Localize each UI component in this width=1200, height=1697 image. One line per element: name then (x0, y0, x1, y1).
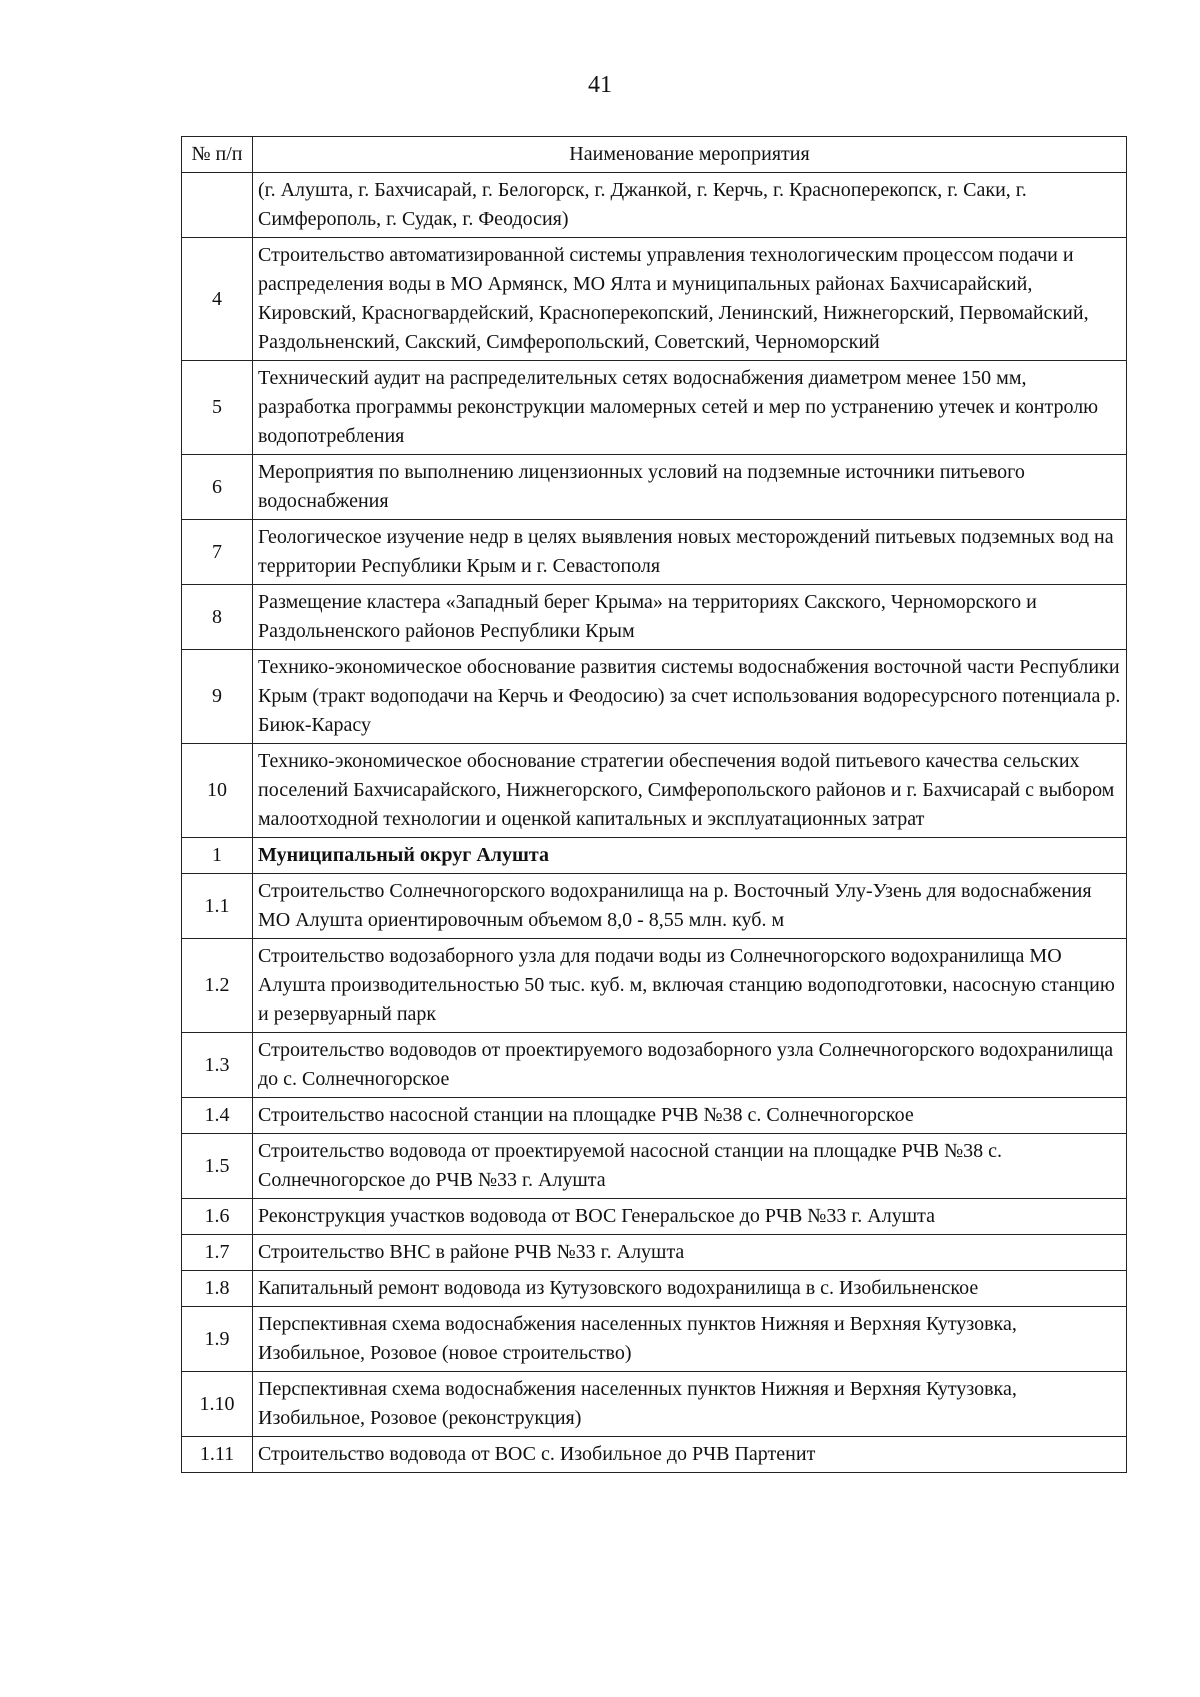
table-row (182, 1134, 1127, 1199)
page-number: 41 (588, 72, 612, 98)
table-row (182, 1199, 1127, 1235)
measures-table (181, 136, 1127, 1473)
row-number: 10 (182, 744, 253, 838)
row-name: Строительство ВНС в районе РЧВ №33 г. Алушта (253, 1235, 1127, 1271)
row-number (182, 173, 253, 238)
row-number: 1.11 (182, 1437, 253, 1473)
table-row (182, 939, 1127, 1033)
table-row (182, 1372, 1127, 1437)
table-row (182, 1235, 1127, 1271)
row-name: Строительство водоводов от проектируемого водозаборного узла Солнечногорского водохранилища до с. Солнечногорское (253, 1033, 1127, 1098)
row-number: 1.8 (182, 1271, 253, 1307)
row-name: Строительство водовода от ВОС с. Изобильное до РЧВ Партенит (253, 1437, 1127, 1473)
row-name: Строительство водозаборного узла для подачи воды из Солнечногорского водохранилища МО Алушта производительностью 50 тыс. куб. м, включая станцию водоподготовки, насосную станцию и резервуарный парк (253, 939, 1127, 1033)
row-number: 1.7 (182, 1235, 253, 1271)
row-name: Строительство Солнечногорского водохранилища на р. Восточный Улу-Узень для водоснабжения МО Алушта ориентировочным объемом 8,0 - 8,55 млн. куб. м (253, 874, 1127, 939)
table-body (182, 173, 1127, 1473)
table-row (182, 585, 1127, 650)
table-row (182, 1307, 1127, 1372)
row-number: 1.9 (182, 1307, 253, 1372)
table-header-row (182, 137, 1127, 173)
row-number: 1 (182, 838, 253, 874)
section-title: Муниципальный округ Алушта (253, 838, 1127, 874)
table-row (182, 173, 1127, 238)
row-number: 1.3 (182, 1033, 253, 1098)
row-name: (г. Алушта, г. Бахчисарай, г. Белогорск, г. Джанкой, г. Керчь, г. Красноперекопск, г. Саки, г. Симферополь, г. Судак, г. Феодосия) (253, 173, 1127, 238)
table-row (182, 520, 1127, 585)
row-number: 1.5 (182, 1134, 253, 1199)
row-number: 5 (182, 361, 253, 455)
row-name: Технический аудит на распределительных сетях водоснабжения диаметром менее 150 мм, разработка программы реконструкции маломерных сетей и мер по устранению утечек и контролю водопотребления (253, 361, 1127, 455)
row-number: 8 (182, 585, 253, 650)
header-number: № п/п (182, 137, 253, 173)
header-name: Наименование мероприятия (253, 137, 1127, 173)
row-number: 7 (182, 520, 253, 585)
table-row (182, 455, 1127, 520)
row-number: 9 (182, 650, 253, 744)
row-name: Технико-экономическое обоснование стратегии обеспечения водой питьевого качества сельских поселений Бахчисарайского, Нижнегорского, Симферопольского районов и г. Бахчисарай с выбором малоотходной технологии и оценкой капитальных и эксплуатационных затрат (253, 744, 1127, 838)
row-name: Строительство автоматизированной системы управления технологическим процессом подачи и распределения воды в МО Армянск, МО Ялта и муниципальных районах Бахчисарайский, Кировский, Красногвардейский, Красноперекопский, Ленинский, Нижнегорский, Первомайский, Раздольненский, Сакский, Симферопольский, Советский, Черноморский (253, 238, 1127, 361)
table-row (182, 238, 1127, 361)
table-row (182, 874, 1127, 939)
row-number: 1.1 (182, 874, 253, 939)
row-number: 1.10 (182, 1372, 253, 1437)
row-name: Капитальный ремонт водовода из Кутузовского водохранилища в с. Изобильненское (253, 1271, 1127, 1307)
table-row (182, 650, 1127, 744)
row-name: Мероприятия по выполнению лицензионных условий на подземные источники питьевого водоснабжения (253, 455, 1127, 520)
table-row (182, 1098, 1127, 1134)
row-name: Строительство насосной станции на площадке РЧВ №38 с. Солнечногорское (253, 1098, 1127, 1134)
row-name: Перспективная схема водоснабжения населенных пунктов Нижняя и Верхняя Кутузовка, Изобильное, Розовое (реконструкция) (253, 1372, 1127, 1437)
row-number: 1.4 (182, 1098, 253, 1134)
row-number: 1.2 (182, 939, 253, 1033)
row-name: Строительство водовода от проектируемой насосной станции на площадке РЧВ №38 с. Солнечногорское до РЧВ №33 г. Алушта (253, 1134, 1127, 1199)
row-name: Размещение кластера «Западный берег Крыма» на территориях Сакского, Черноморского и Раздольненского районов Республики Крым (253, 585, 1127, 650)
table-row (182, 1437, 1127, 1473)
table-row (182, 361, 1127, 455)
table-row (182, 1033, 1127, 1098)
row-number: 4 (182, 238, 253, 361)
section-row (182, 838, 1127, 874)
row-name: Технико-экономическое обоснование развития системы водоснабжения восточной части Республики Крым (тракт водоподачи на Керчь и Феодосию) за счет использования водоресурсного потенциала р. Биюк-Карасу (253, 650, 1127, 744)
row-name: Геологическое изучение недр в целях выявления новых месторождений питьевых подземных вод на территории Республики Крым и г. Севастополя (253, 520, 1127, 585)
row-number: 6 (182, 455, 253, 520)
table-row (182, 744, 1127, 838)
row-name: Перспективная схема водоснабжения населенных пунктов Нижняя и Верхняя Кутузовка, Изобильное, Розовое (новое строительство) (253, 1307, 1127, 1372)
table-row (182, 1271, 1127, 1307)
row-name: Реконструкция участков водовода от ВОС Генеральское до РЧВ №33 г. Алушта (253, 1199, 1127, 1235)
row-number: 1.6 (182, 1199, 253, 1235)
